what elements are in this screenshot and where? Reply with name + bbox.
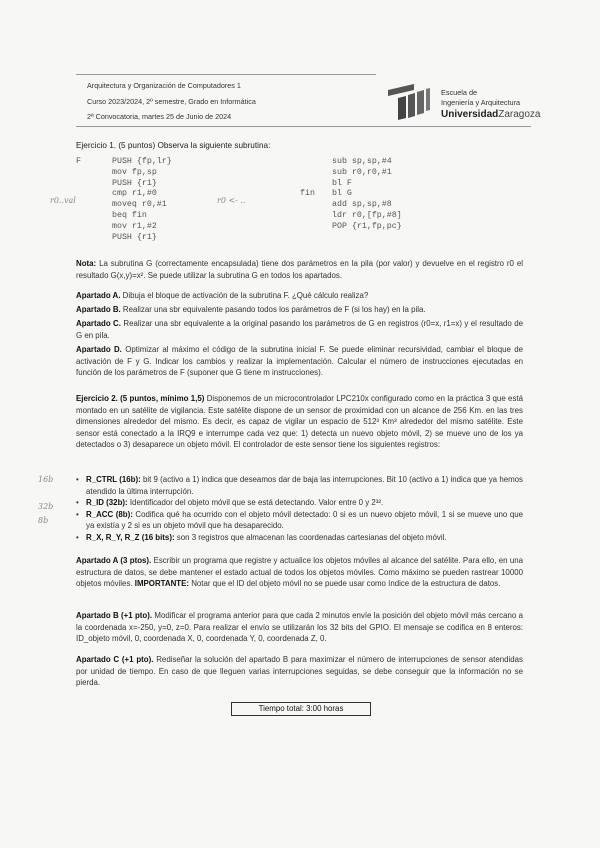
ej1-b-label: Apartado B. (76, 305, 121, 314)
register-list (76, 474, 523, 543)
code-label-f: F (76, 157, 81, 166)
ej1-c-text: Realizar una sbr equivalente a la original pasando los parámetros de G en registros (r0=x, r1=x) y el resultado de G en pila. (76, 319, 523, 340)
ej1-heading (76, 141, 270, 150)
ej2-a-important-label: IMPORTANTE: (134, 579, 189, 588)
register-item (76, 532, 523, 544)
header-rule-bottom (76, 126, 531, 127)
register-name: R_CTRL (16b): (86, 475, 141, 484)
handwritten-note-2: r0 <- .. (217, 196, 246, 205)
ej1-note-label: Nota: (76, 259, 97, 268)
ej2-registers (76, 474, 523, 543)
register-name: R_ACC (8b): (86, 509, 133, 519)
ej1-d-text: Optimizar al máximo el código de la subrutina inicial F. Se puede eliminar recursividad, cambiar el bloque de activación de F y G. Indicar los cambios y realizar la implementación. Calcular el número de instrucciones ejecutadas en función de los parámetros de F (suponer que G tiene m instrucciones). (76, 345, 523, 377)
handwritten-note-3: 16b (38, 475, 54, 484)
ej2-c-text: Rediseñar la solución del apartado B para maximizar el número de interrupciones de sensor atendidas por unidad de tiempo. En caso de que lleguen varias interrupciones seguidas, se debe conseguir que la información no se pierda. (76, 655, 523, 687)
code-left: PUSH {fp,lr} mov fp,sp PUSH {r1} cmp r1,#0 moveq r0,#1 beq fin mov r1,#2 PUSH {r1} (112, 157, 172, 242)
code-right: sub sp,sp,#4 sub r0,r0,#1 bl F bl G add sp,sp,#8 ldr r0,[fp,#8] POP {r1,fp,pc} (332, 157, 402, 231)
ej1-apartado-b (76, 304, 523, 316)
ej2-c-label: Apartado C (+1 pto). (76, 655, 154, 664)
handwritten-note-4: 32b (38, 502, 54, 511)
logo-school-line2: Ingeniería y Arquitectura (441, 98, 521, 107)
ej1-intro: Observa la siguiente subrutina: (157, 141, 271, 150)
ej1-title: Ejercicio 1. (5 puntos) (76, 141, 156, 150)
ej2-a-important-text: Notar que el ID del objeto móvil no se puede usar como índice de la estructura de datos. (191, 579, 501, 588)
register-item (76, 474, 523, 497)
ej1-a-label: Apartado A. (76, 291, 121, 300)
register-item (76, 509, 523, 532)
ej2-title: Ejercicio 2. (5 puntos, mínimo 1,5) (76, 394, 205, 403)
register-desc: son 3 registros que almacenan las coordenadas cartesianas del objeto móvil. (176, 532, 447, 542)
handwritten-note-5: 8b (38, 516, 49, 525)
ej2-apartado-a (76, 555, 523, 590)
ej2-b-label: Apartado B (+1 pto). (76, 611, 153, 620)
code-label-fin: fin (300, 189, 315, 198)
university-logo-icon (384, 80, 432, 120)
register-desc: Codifica qué ha ocurrido con el objeto móvil detectado: 0 si es un nuevo objeto móvil, 1 si se mueve uno que ya existía y 2 si es un objeto móvil que ha desaparecido. (86, 509, 523, 530)
exam-date: 2ª Convocatoria, martes 25 de Junio de 2024 (87, 112, 232, 121)
ej1-a-text: Dibuja el bloque de activación de la subrutina F. ¿Qué cálculo realiza? (122, 291, 369, 300)
logo-university (441, 109, 541, 120)
ej2-apartado-b (76, 610, 523, 645)
ej1-apartado-d (76, 344, 523, 379)
register-desc: Identificador del objeto móvil que se está detectando. Valor entre 0 y 2³². (129, 498, 384, 507)
course-term: Curso 2023/2024, 2º semestre, Grado en Informática (87, 97, 256, 106)
ej1-note (76, 258, 523, 281)
ej2-apartado-c (76, 654, 523, 689)
course-title: Arquitectura y Organización de Computadores 1 (87, 81, 241, 90)
ej2-a-label: Apartado A (3 ptos). (76, 556, 152, 565)
logo-univ-a: Universidad (441, 109, 499, 120)
ej2-a-text: Escribir un programa que registre y actualice los objetos móviles al alcance del satélite. Para ello, en una estructura de datos, se debe mantener el estado actual de todos los objetos móviles. Como máximo se pueden rastrear 10000 objetos móviles. (76, 556, 524, 588)
total-time-box: Tiempo total: 3:00 horas (231, 702, 371, 716)
ej1-note-text: La subrutina G (correctamente encapsulada) tiene dos parámetros en la pila (por valor) y devuelve en el registro r0 el resultado G(x,y)=x². Se puede utilizar la subrutina G en todos los apartados. (76, 259, 523, 280)
ej2-intro-block (76, 393, 523, 451)
logo-school-line1: Escuela de (441, 88, 478, 97)
logo-univ-b: Zaragoza (498, 109, 541, 120)
register-name: R_X, R_Y, R_Z (16 bits): (86, 532, 175, 542)
ej1-b-text: Realizar una sbr equivalente pasando todos los parámetros de F (si los hay) en la pila. (122, 305, 426, 314)
ej1-apartado-c (76, 318, 523, 341)
ej1-d-label: Apartado D. (76, 345, 122, 354)
header-rule-top (76, 74, 376, 75)
handwritten-note-1: r0..val (50, 196, 76, 205)
ej2-b-text: Modificar el programa anterior para que cada 2 minutos envíe la posición del objeto móvil más cercano a la coordenada x=-250, y=0, z=0. Para realizar el envío se utilizarán los 32 bits del GPIO. El mensaje se codifica en 8 enteros: ID_objeto móvil, 0, coordenada X, 0, coordenada Y, 0, coordenada Z, 0. (76, 611, 524, 643)
register-name: R_ID (32b): (86, 498, 128, 507)
ej1-c-label: Apartado C. (76, 319, 121, 328)
register-desc: bit 9 (activo a 1) indica que deseamos dar de baja las interrupciones. Bit 10 (activo a 1) indica que ya hemos atendido la última interrupción. (86, 475, 524, 496)
ej2-intro: Disponemos de un microcontrolador LPC210x configurado como en la práctica 3 que está montado en un satélite de vigilancia. Este satélite dispone de un sensor de proximidad con un alcance de 256 Km. en las tres dimensiones alrededor del mismo. Es decir, es capaz de vigilar un espacio de 512³ Km³ alrededor del mismo satélite. Este sensor está conectado a la IRQ9 e interrumpe cada vez que: 1) detecta un nuevo objeto móvil, 2) se mueve uno de los ya detectados o 3) desaparece un objeto móvil. El controlador de este sensor tiene los siguientes registros: (76, 394, 523, 449)
ej1-apartado-a (76, 290, 523, 302)
register-item (76, 497, 523, 509)
